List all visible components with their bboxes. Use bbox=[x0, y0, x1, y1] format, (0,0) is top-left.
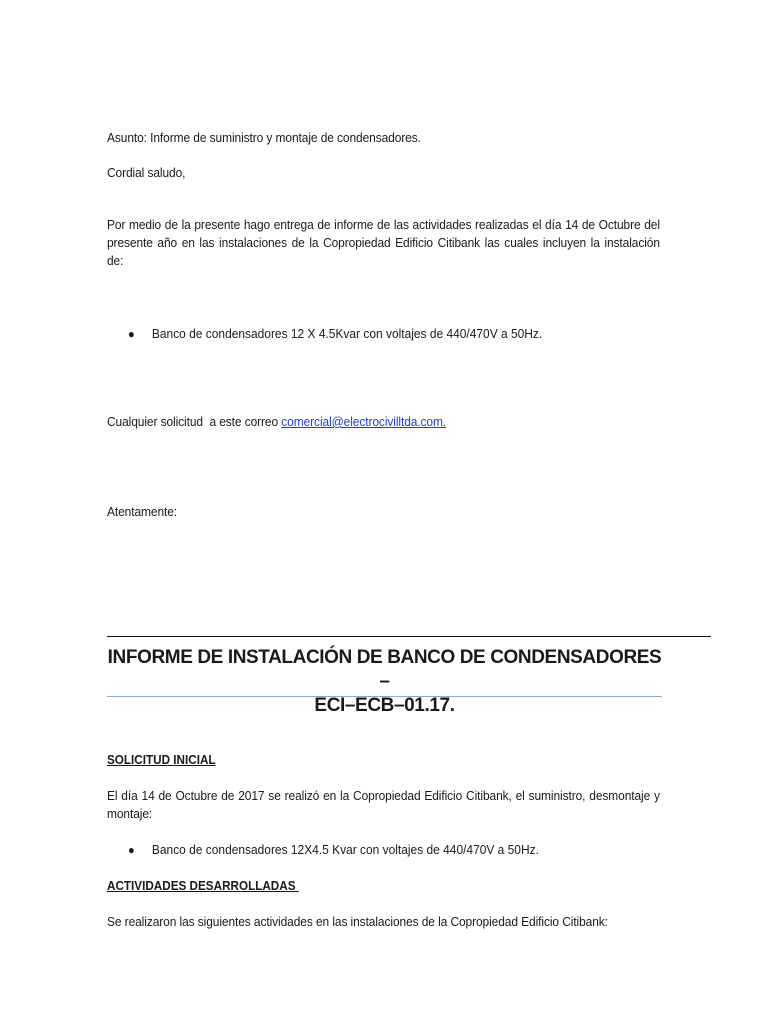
greeting: Cordial saludo, bbox=[107, 165, 186, 180]
contact-prefix: Cualquier solicitud a este correo bbox=[107, 414, 282, 429]
report-title-line1: INFORME DE INSTALACIÓN DE BANCO DE CONDENSADORES – bbox=[107, 647, 662, 692]
closing: Atentamente: bbox=[107, 504, 178, 519]
section1-paragraph: El día 14 de Octubre de 2017 se realizó en la Copropiedad Edificio Citibank, el suministro, desmontaje y montaje: bbox=[107, 788, 660, 821]
contact-line bbox=[107, 413, 446, 431]
section2-paragraph: Se realizaron las siguientes actividades en las instalaciones de la Copropiedad Edificio Citibank: bbox=[107, 914, 608, 929]
section-heading-solicitud: SOLICITUD INICIAL bbox=[107, 752, 216, 767]
title-bottom-rule bbox=[107, 696, 662, 697]
intro-paragraph: Por medio de la presente hago entrega de informe de las actividades realizadas el día 14 de Octubre del presente año en las instalaciones de la Copropiedad Edificio Citibank las cuales incluyen la instalación de: bbox=[107, 217, 660, 268]
report-title bbox=[107, 646, 662, 718]
subject-line: Asunto: Informe de suministro y montaje de condensadores. bbox=[107, 130, 421, 145]
report-title-line2: ECI–ECB–01.17. bbox=[314, 695, 455, 716]
contact-email-link[interactable]: comercial@electrocivilltda.com. bbox=[281, 414, 447, 429]
list-item bbox=[128, 325, 542, 343]
title-top-rule bbox=[107, 636, 711, 637]
list-item bbox=[128, 841, 539, 859]
list-item-text: Banco de condensadores 12X4.5 Kvar con voltajes de 440/470V a 50Hz. bbox=[151, 842, 539, 857]
bullet-icon: ● bbox=[128, 327, 135, 341]
bullet-icon: ● bbox=[128, 843, 135, 857]
section-heading-actividades: ACTIVIDADES DESARROLLADAS bbox=[107, 878, 299, 893]
list-item-text: Banco de condensadores 12 X 4.5Kvar con voltajes de 440/470V a 50Hz. bbox=[151, 326, 543, 341]
